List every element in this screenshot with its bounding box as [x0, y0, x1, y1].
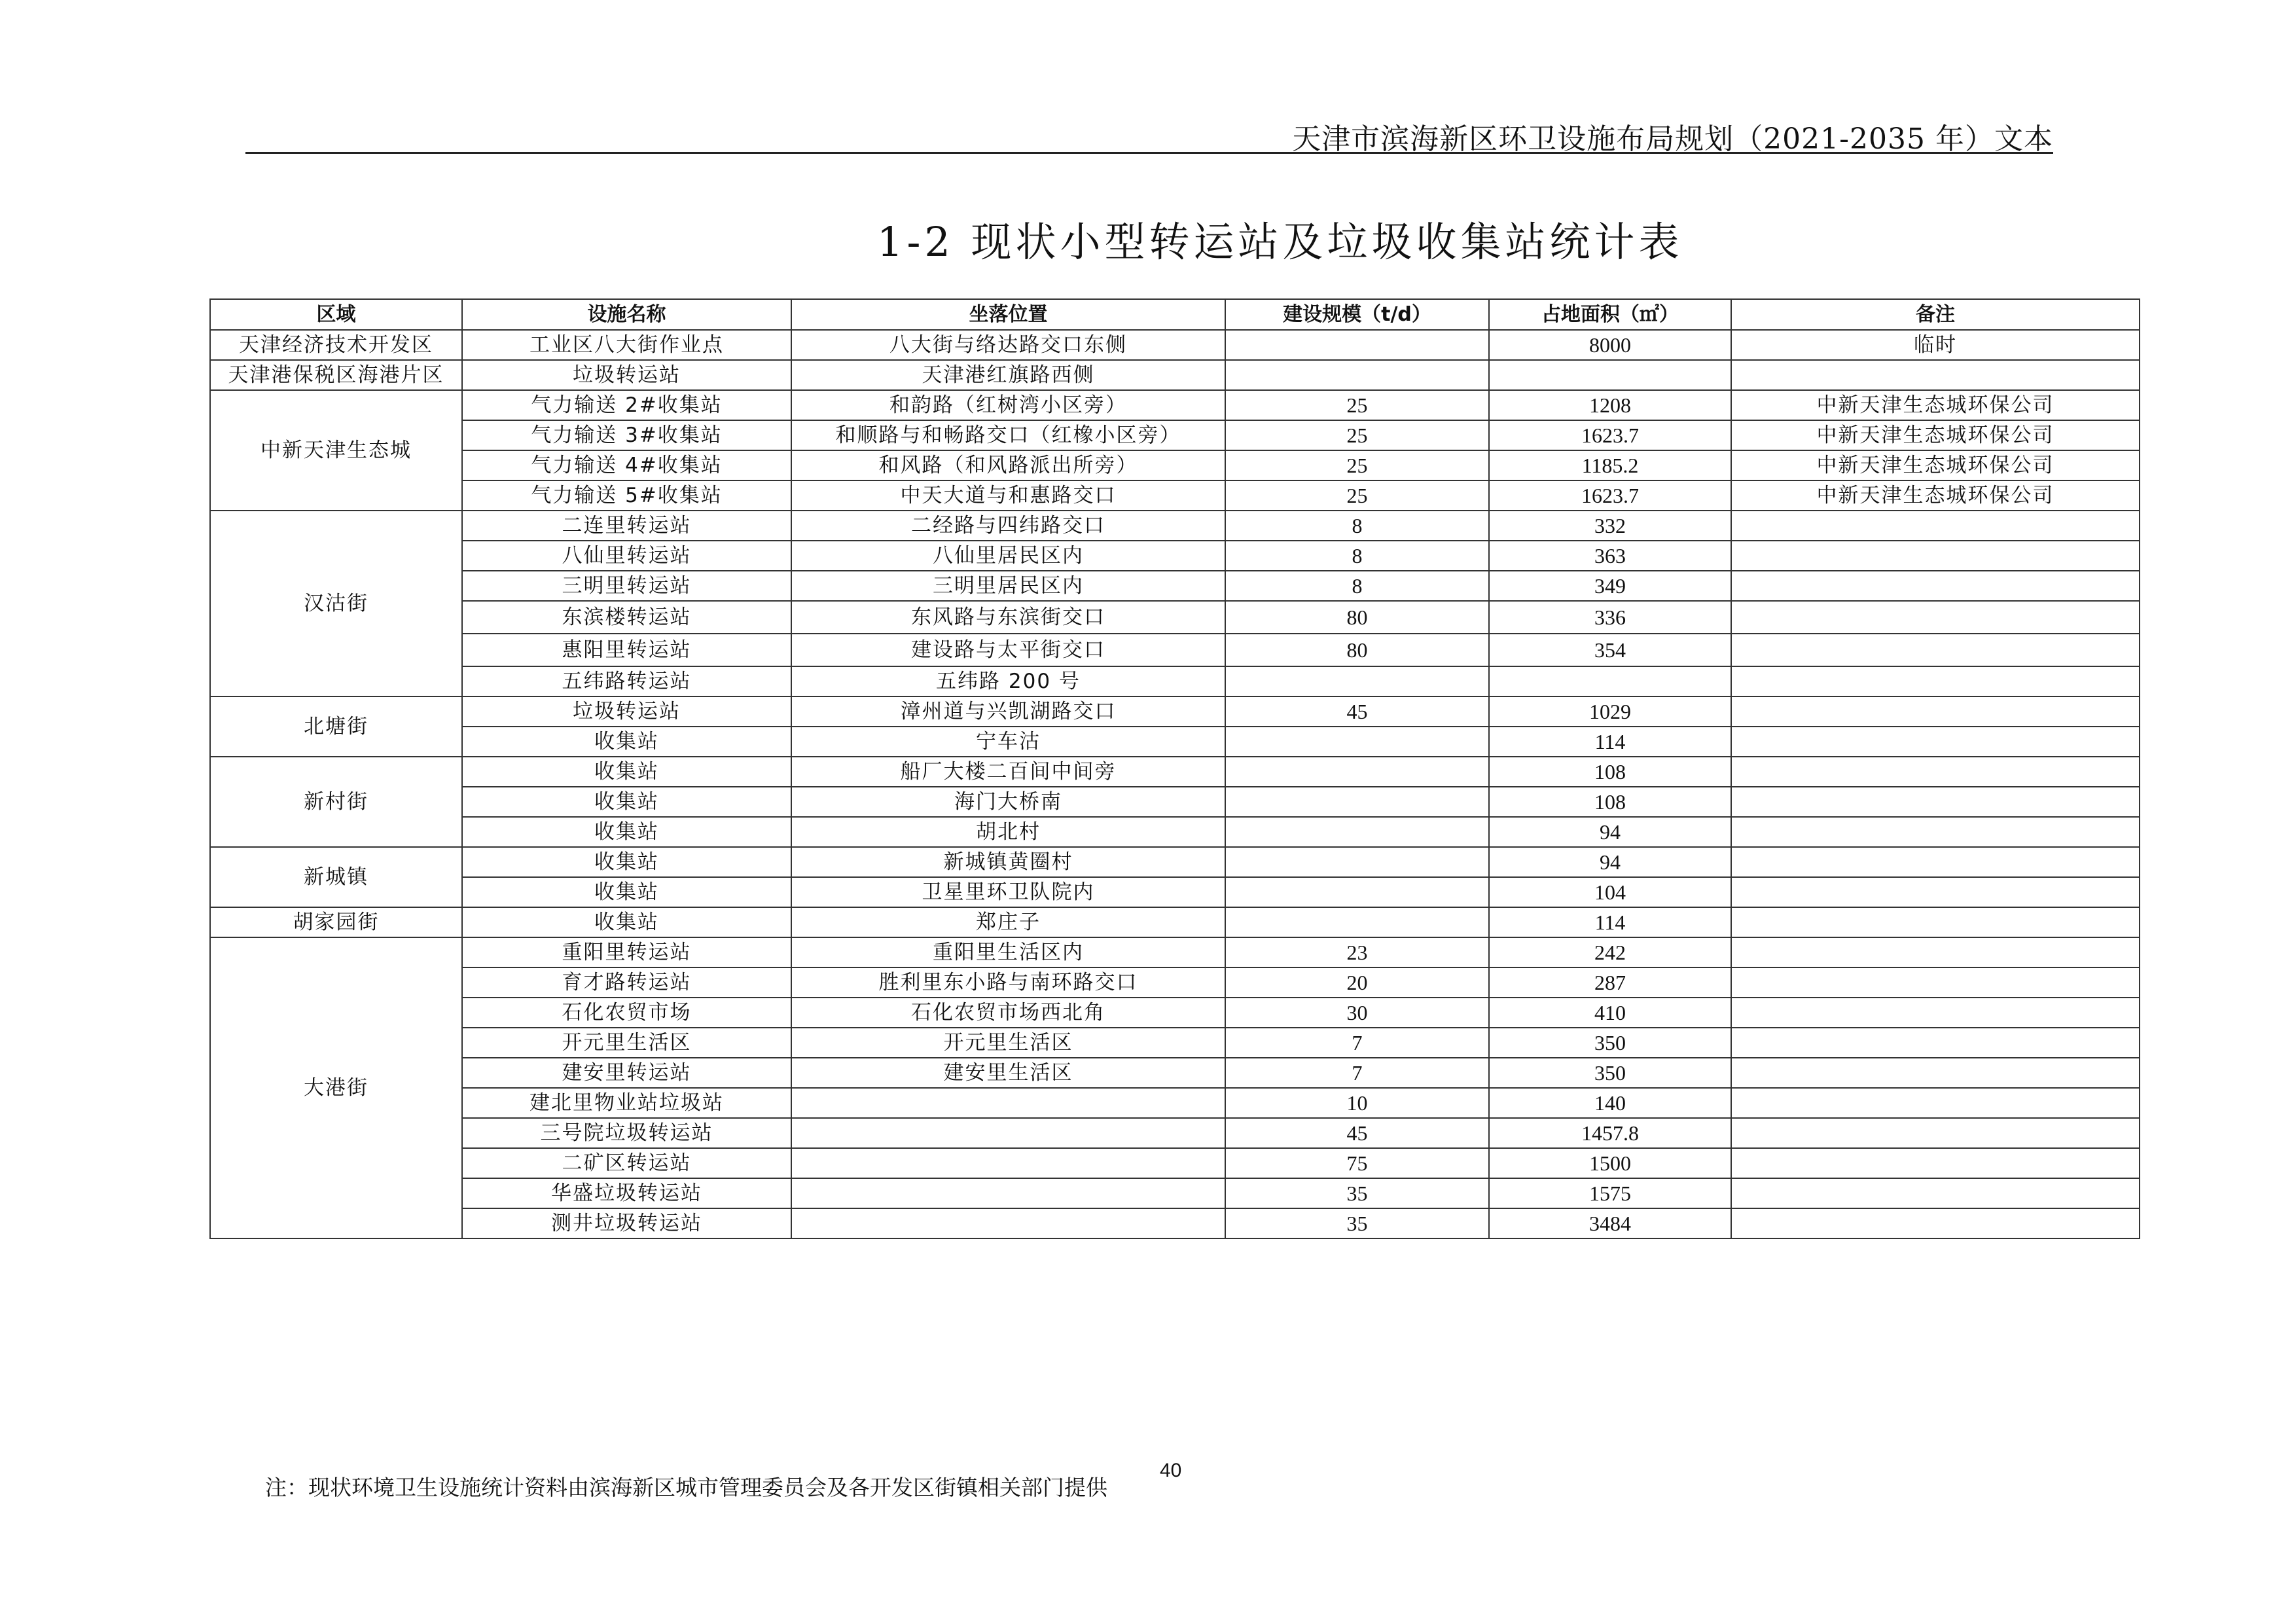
land-area-cell: 104 [1489, 877, 1731, 907]
remarks-cell: 中新天津生态城环保公司 [1731, 450, 2140, 480]
remarks-cell [1731, 1088, 2140, 1118]
facility-cell: 收集站 [462, 847, 791, 877]
document-title: 天津市滨海新区环卫设施布局规划（2021-2035 年）文本 [1292, 122, 2053, 156]
facility-cell: 惠阳里转运站 [462, 634, 791, 666]
remarks-cell [1731, 601, 2140, 634]
location-cell: 石化农贸市场西北角 [791, 998, 1225, 1028]
table-row [210, 907, 2140, 937]
page-header [245, 111, 2053, 154]
area-cell: 新城镇 [210, 847, 462, 907]
location-cell: 建安里生活区 [791, 1058, 1225, 1088]
land-area-cell: 1623.7 [1489, 480, 1731, 511]
land-area-cell: 1457.8 [1489, 1118, 1731, 1148]
table-row [210, 757, 2140, 787]
facility-cell: 垃圾转运站 [462, 696, 791, 727]
remarks-cell [1731, 541, 2140, 571]
capacity-cell [1225, 727, 1489, 757]
capacity-cell: 35 [1225, 1178, 1489, 1208]
statistics-table [209, 298, 2140, 1239]
facility-cell: 育才路转运站 [462, 967, 791, 998]
capacity-cell: 35 [1225, 1208, 1489, 1238]
location-cell: 郑庄子 [791, 907, 1225, 937]
location-cell: 宁车沽 [791, 727, 1225, 757]
land-area-cell: 410 [1489, 998, 1731, 1028]
remarks-cell [1731, 1208, 2140, 1238]
remarks-cell [1731, 787, 2140, 817]
header-row [210, 299, 2140, 330]
table-body [210, 330, 2140, 1238]
table-row [210, 541, 2140, 571]
table-row [210, 998, 2140, 1028]
area-cell: 天津港保税区海港片区 [210, 360, 462, 390]
remarks-cell [1731, 937, 2140, 967]
table-row [210, 330, 2140, 360]
column-header-location: 坐落位置 [791, 299, 1225, 330]
table-row [210, 937, 2140, 967]
location-cell: 五纬路 200 号 [791, 666, 1225, 696]
facility-cell: 石化农贸市场 [462, 998, 791, 1028]
land-area-cell: 140 [1489, 1088, 1731, 1118]
land-area-cell: 242 [1489, 937, 1731, 967]
remarks-cell [1731, 817, 2140, 847]
table-row [210, 1118, 2140, 1148]
capacity-cell [1225, 877, 1489, 907]
table-row [210, 696, 2140, 727]
facility-cell: 收集站 [462, 877, 791, 907]
land-area-cell: 350 [1489, 1028, 1731, 1058]
table-row [210, 480, 2140, 511]
capacity-cell: 80 [1225, 601, 1489, 634]
table-row [210, 1148, 2140, 1178]
capacity-cell: 23 [1225, 937, 1489, 967]
facility-cell: 开元里生活区 [462, 1028, 791, 1058]
footnote: 注：现状环境卫生设施统计资料由滨海新区城市管理委员会及各开发区街镇相关部门提供 [265, 1475, 1107, 1500]
capacity-cell: 45 [1225, 1118, 1489, 1148]
table-row [210, 847, 2140, 877]
capacity-cell: 25 [1225, 420, 1489, 450]
location-cell: 和风路（和风路派出所旁） [791, 450, 1225, 480]
capacity-cell: 25 [1225, 480, 1489, 511]
table-row [210, 1028, 2140, 1058]
facility-cell: 华盛垃圾转运站 [462, 1178, 791, 1208]
facility-cell: 垃圾转运站 [462, 360, 791, 390]
capacity-cell: 7 [1225, 1028, 1489, 1058]
remarks-cell [1731, 1148, 2140, 1178]
remarks-cell [1731, 511, 2140, 541]
location-cell: 八大街与络达路交口东侧 [791, 330, 1225, 360]
table-row [210, 634, 2140, 666]
facility-cell: 二矿区转运站 [462, 1148, 791, 1178]
location-cell [791, 1088, 1225, 1118]
remarks-cell [1731, 1178, 2140, 1208]
location-cell: 重阳里生活区内 [791, 937, 1225, 967]
facility-cell: 气力输送 3#收集站 [462, 420, 791, 450]
remarks-cell [1731, 1028, 2140, 1058]
table-row [210, 511, 2140, 541]
facility-cell: 八仙里转运站 [462, 541, 791, 571]
location-cell: 船厂大楼二百间中间旁 [791, 757, 1225, 787]
capacity-cell: 45 [1225, 696, 1489, 727]
facility-cell: 三明里转运站 [462, 571, 791, 601]
location-cell: 建设路与太平街交口 [791, 634, 1225, 666]
table-row [210, 787, 2140, 817]
column-header-remarks: 备注 [1731, 299, 2140, 330]
land-area-cell [1489, 666, 1731, 696]
remarks-cell [1731, 1058, 2140, 1088]
remarks-cell: 临时 [1731, 330, 2140, 360]
remarks-cell [1731, 360, 2140, 390]
column-header-area: 区域 [210, 299, 462, 330]
remarks-cell [1731, 757, 2140, 787]
location-cell: 漳州道与兴凯湖路交口 [791, 696, 1225, 727]
capacity-cell: 25 [1225, 450, 1489, 480]
table-row [210, 727, 2140, 757]
capacity-cell [1225, 787, 1489, 817]
area-cell: 大港街 [210, 937, 462, 1238]
remarks-cell [1731, 571, 2140, 601]
capacity-cell [1225, 757, 1489, 787]
location-cell: 胜利里东小路与南环路交口 [791, 967, 1225, 998]
location-cell: 天津港红旗路西侧 [791, 360, 1225, 390]
capacity-cell: 75 [1225, 1148, 1489, 1178]
facility-cell: 收集站 [462, 907, 791, 937]
column-header-capacity: 建设规模（t/d） [1225, 299, 1489, 330]
location-cell [791, 1148, 1225, 1178]
land-area-cell: 287 [1489, 967, 1731, 998]
remarks-cell [1731, 666, 2140, 696]
land-area-cell: 336 [1489, 601, 1731, 634]
land-area-cell: 354 [1489, 634, 1731, 666]
facility-cell: 收集站 [462, 727, 791, 757]
land-area-cell: 350 [1489, 1058, 1731, 1088]
land-area-cell: 363 [1489, 541, 1731, 571]
land-area-cell: 114 [1489, 727, 1731, 757]
capacity-cell: 7 [1225, 1058, 1489, 1088]
facility-cell: 建北里物业站垃圾站 [462, 1088, 791, 1118]
area-cell: 新村街 [210, 757, 462, 847]
column-header-facility: 设施名称 [462, 299, 791, 330]
location-cell: 开元里生活区 [791, 1028, 1225, 1058]
land-area-cell: 94 [1489, 817, 1731, 847]
facility-cell: 重阳里转运站 [462, 937, 791, 967]
remarks-cell [1731, 907, 2140, 937]
location-cell: 和顺路与和畅路交口（红橡小区旁） [791, 420, 1225, 450]
capacity-cell: 8 [1225, 571, 1489, 601]
land-area-cell [1489, 360, 1731, 390]
location-cell: 东风路与东滨街交口 [791, 601, 1225, 634]
capacity-cell [1225, 360, 1489, 390]
location-cell: 三明里居民区内 [791, 571, 1225, 601]
land-area-cell: 349 [1489, 571, 1731, 601]
column-header-land-area: 占地面积（㎡） [1489, 299, 1731, 330]
table-row [210, 601, 2140, 634]
table-row [210, 817, 2140, 847]
location-cell: 八仙里居民区内 [791, 541, 1225, 571]
remarks-cell [1731, 1118, 2140, 1148]
land-area-cell: 3484 [1489, 1208, 1731, 1238]
land-area-cell: 108 [1489, 787, 1731, 817]
remarks-cell: 中新天津生态城环保公司 [1731, 390, 2140, 420]
table-row [210, 571, 2140, 601]
area-cell: 中新天津生态城 [210, 390, 462, 511]
land-area-cell: 1185.2 [1489, 450, 1731, 480]
area-cell: 天津经济技术开发区 [210, 330, 462, 360]
land-area-cell: 94 [1489, 847, 1731, 877]
remarks-cell [1731, 847, 2140, 877]
table-row [210, 1208, 2140, 1238]
facility-cell: 收集站 [462, 787, 791, 817]
table-row [210, 1178, 2140, 1208]
remarks-cell [1731, 634, 2140, 666]
facility-cell: 气力输送 5#收集站 [462, 480, 791, 511]
land-area-cell: 332 [1489, 511, 1731, 541]
remarks-cell: 中新天津生态城环保公司 [1731, 420, 2140, 450]
location-cell [791, 1118, 1225, 1148]
location-cell [791, 1208, 1225, 1238]
table-row [210, 967, 2140, 998]
facility-cell: 建安里转运站 [462, 1058, 791, 1088]
facility-cell: 气力输送 4#收集站 [462, 450, 791, 480]
capacity-cell [1225, 907, 1489, 937]
remarks-cell: 中新天津生态城环保公司 [1731, 480, 2140, 511]
capacity-cell: 8 [1225, 511, 1489, 541]
table-row [210, 450, 2140, 480]
page-number: 40 [1160, 1460, 1182, 1481]
table-row [210, 1088, 2140, 1118]
remarks-cell [1731, 727, 2140, 757]
capacity-cell: 20 [1225, 967, 1489, 998]
land-area-cell: 1623.7 [1489, 420, 1731, 450]
table-row [210, 877, 2140, 907]
remarks-cell [1731, 696, 2140, 727]
area-cell: 北塘街 [210, 696, 462, 757]
table-row [210, 360, 2140, 390]
facility-cell: 东滨楼转运站 [462, 601, 791, 634]
facility-cell: 收集站 [462, 817, 791, 847]
facility-cell: 气力输送 2#收集站 [462, 390, 791, 420]
capacity-cell: 8 [1225, 541, 1489, 571]
land-area-cell: 1500 [1489, 1148, 1731, 1178]
capacity-cell [1225, 330, 1489, 360]
location-cell: 新城镇黄圈村 [791, 847, 1225, 877]
land-area-cell: 1029 [1489, 696, 1731, 727]
capacity-cell: 80 [1225, 634, 1489, 666]
land-area-cell: 108 [1489, 757, 1731, 787]
table-row [210, 666, 2140, 696]
table-row [210, 1058, 2140, 1088]
capacity-cell: 30 [1225, 998, 1489, 1028]
facility-cell: 三号院垃圾转运站 [462, 1118, 791, 1148]
table-title: 1-2 现状小型转运站及垃圾收集站统计表 [877, 218, 1683, 266]
facility-cell: 收集站 [462, 757, 791, 787]
location-cell [791, 1178, 1225, 1208]
location-cell: 胡北村 [791, 817, 1225, 847]
facility-cell: 二连里转运站 [462, 511, 791, 541]
facility-cell: 工业区八大街作业点 [462, 330, 791, 360]
location-cell: 中天大道与和惠路交口 [791, 480, 1225, 511]
area-cell: 汉沽街 [210, 511, 462, 696]
capacity-cell: 25 [1225, 390, 1489, 420]
remarks-cell [1731, 967, 2140, 998]
capacity-cell [1225, 817, 1489, 847]
table-row [210, 420, 2140, 450]
remarks-cell [1731, 998, 2140, 1028]
location-cell: 卫星里环卫队院内 [791, 877, 1225, 907]
land-area-cell: 8000 [1489, 330, 1731, 360]
facility-cell: 测井垃圾转运站 [462, 1208, 791, 1238]
location-cell: 二经路与四纬路交口 [791, 511, 1225, 541]
capacity-cell: 10 [1225, 1088, 1489, 1118]
land-area-cell: 1208 [1489, 390, 1731, 420]
location-cell: 海门大桥南 [791, 787, 1225, 817]
area-cell: 胡家园街 [210, 907, 462, 937]
land-area-cell: 1575 [1489, 1178, 1731, 1208]
remarks-cell [1731, 877, 2140, 907]
facility-cell: 五纬路转运站 [462, 666, 791, 696]
capacity-cell [1225, 666, 1489, 696]
table-row [210, 390, 2140, 420]
capacity-cell [1225, 847, 1489, 877]
land-area-cell: 114 [1489, 907, 1731, 937]
location-cell: 和韵路（红树湾小区旁） [791, 390, 1225, 420]
